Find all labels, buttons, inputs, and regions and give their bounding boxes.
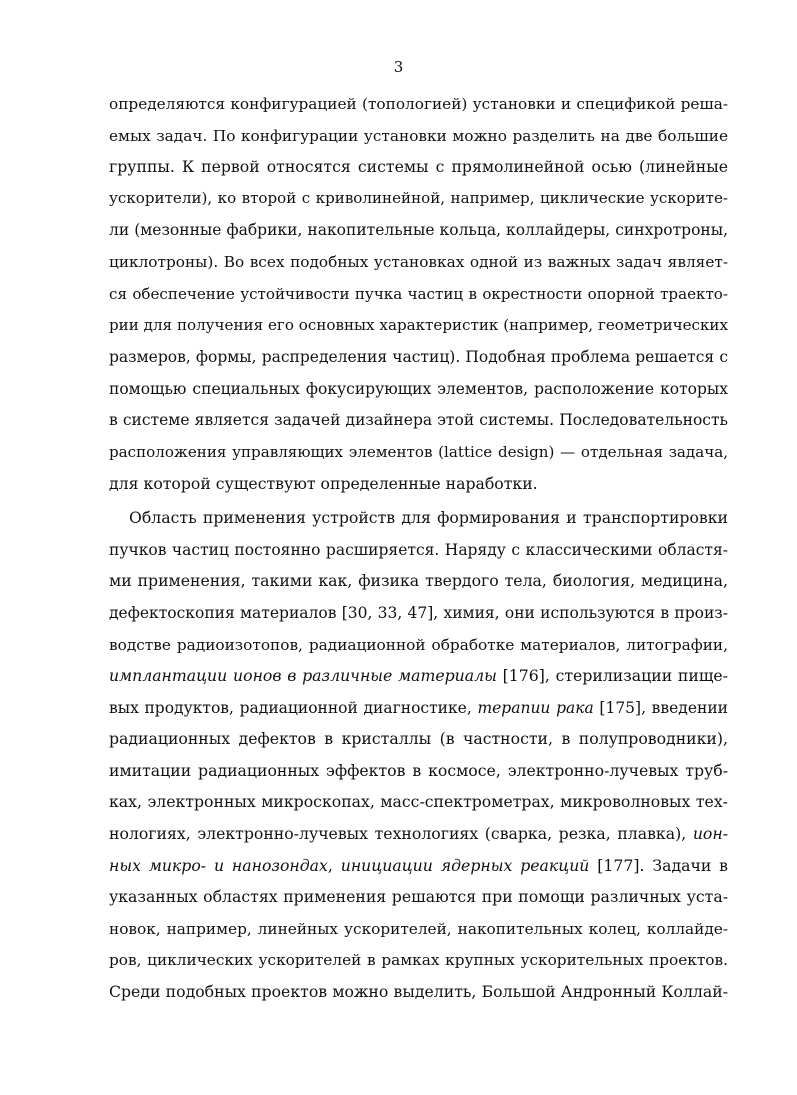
text-line: Область применения устройств для формирования и транспортировки bbox=[129, 508, 728, 527]
text-line: помощью специальных фокусирующих элементов, расположение которых bbox=[109, 380, 728, 398]
text-line bbox=[109, 824, 728, 844]
text-span: , bbox=[327, 856, 341, 875]
text-line: емых задач. По конфигурации установки можно разделить на две большие bbox=[109, 127, 728, 145]
text-line bbox=[109, 698, 728, 718]
text-line: ся обеспечение устойчивости пучка частиц в окрестности опорной траекто- bbox=[109, 285, 728, 303]
text-line: указанных областях применения решаются при помощи различных уста- bbox=[109, 887, 728, 906]
text-line: ров, циклических ускорителей в рамках крупных ускорительных проектов. bbox=[109, 951, 728, 969]
text-span: вых продуктов, радиационной диагностике, bbox=[109, 699, 478, 717]
text-line: радиационных дефектов в кристаллы (в частности, в полупроводники), bbox=[109, 729, 728, 748]
page-number: 3 bbox=[393, 58, 404, 76]
text-line: пучков частиц постоянно расширяется. Наряду с классическими областя- bbox=[109, 541, 728, 559]
italic-term: имплантации ионов в различные материалы bbox=[109, 666, 497, 685]
text-line: ли (мезонные фабрики, накопительные кольца, коллайдеры, синхротроны, bbox=[109, 221, 728, 239]
text-line: ускорители), ко второй с криволинейной, например, циклические ускорите- bbox=[109, 189, 728, 207]
text-line: в системе является задачей дизайнера этой системы. Последовательность bbox=[109, 411, 728, 429]
italic-term: ион- bbox=[692, 824, 728, 843]
text-span: [176], стерилизации пище- bbox=[496, 666, 729, 685]
text-line: дефектоскопия материалов [30, 33, 47], химия, они используются в произ- bbox=[109, 604, 728, 622]
italic-term: терапии рака bbox=[477, 699, 594, 717]
text-line: рии для получения его основных характеристик (например, геометрических bbox=[109, 316, 728, 334]
text-line: определяются конфигурацией (топологией) установки и спецификой реша- bbox=[109, 95, 728, 113]
italic-term: инициации ядерных реакций bbox=[340, 856, 590, 875]
text-line: Среди подобных проектов можно выделить, Большой Андронный Коллай- bbox=[109, 982, 728, 1001]
text-line: расположения управляющих элементов (lattice design) — отдельная задача, bbox=[109, 443, 728, 461]
text-line: имитации радиационных эффектов в космосе, электронно-лучевых труб- bbox=[109, 761, 728, 780]
text-line: размеров, формы, распределения частиц). Подобная проблема решается с bbox=[109, 348, 728, 366]
text-line: группы. К первой относятся системы с прямолинейной осью (линейные bbox=[109, 157, 728, 176]
text-line: циклотроны). Во всех подобных установках одной из важных задач являет- bbox=[109, 253, 728, 271]
text-line: водстве радиоизотопов, радиационной обработке материалов, литографии, bbox=[109, 636, 728, 654]
text-line bbox=[109, 666, 728, 686]
text-line bbox=[109, 856, 728, 876]
text-span: [177]. Задачи в bbox=[589, 856, 728, 875]
text-line: ми применения, такими как, физика твердого тела, биология, медицина, bbox=[109, 571, 728, 590]
text-span: [175], введении bbox=[593, 699, 729, 717]
text-span: нологиях, электронно-лучевых технологиях (сварка, резка, плавка), bbox=[109, 824, 693, 843]
text-line: новок, например, линейных ускорителей, накопительных колец, коллайде- bbox=[109, 920, 728, 938]
italic-term: ных микро- и нанозондах bbox=[109, 856, 328, 875]
text-line: ках, электронных микроскопах, масс-спектрометрах, микроволновых тех- bbox=[109, 792, 728, 811]
text-line: для которой существуют определенные наработки. bbox=[109, 474, 538, 493]
